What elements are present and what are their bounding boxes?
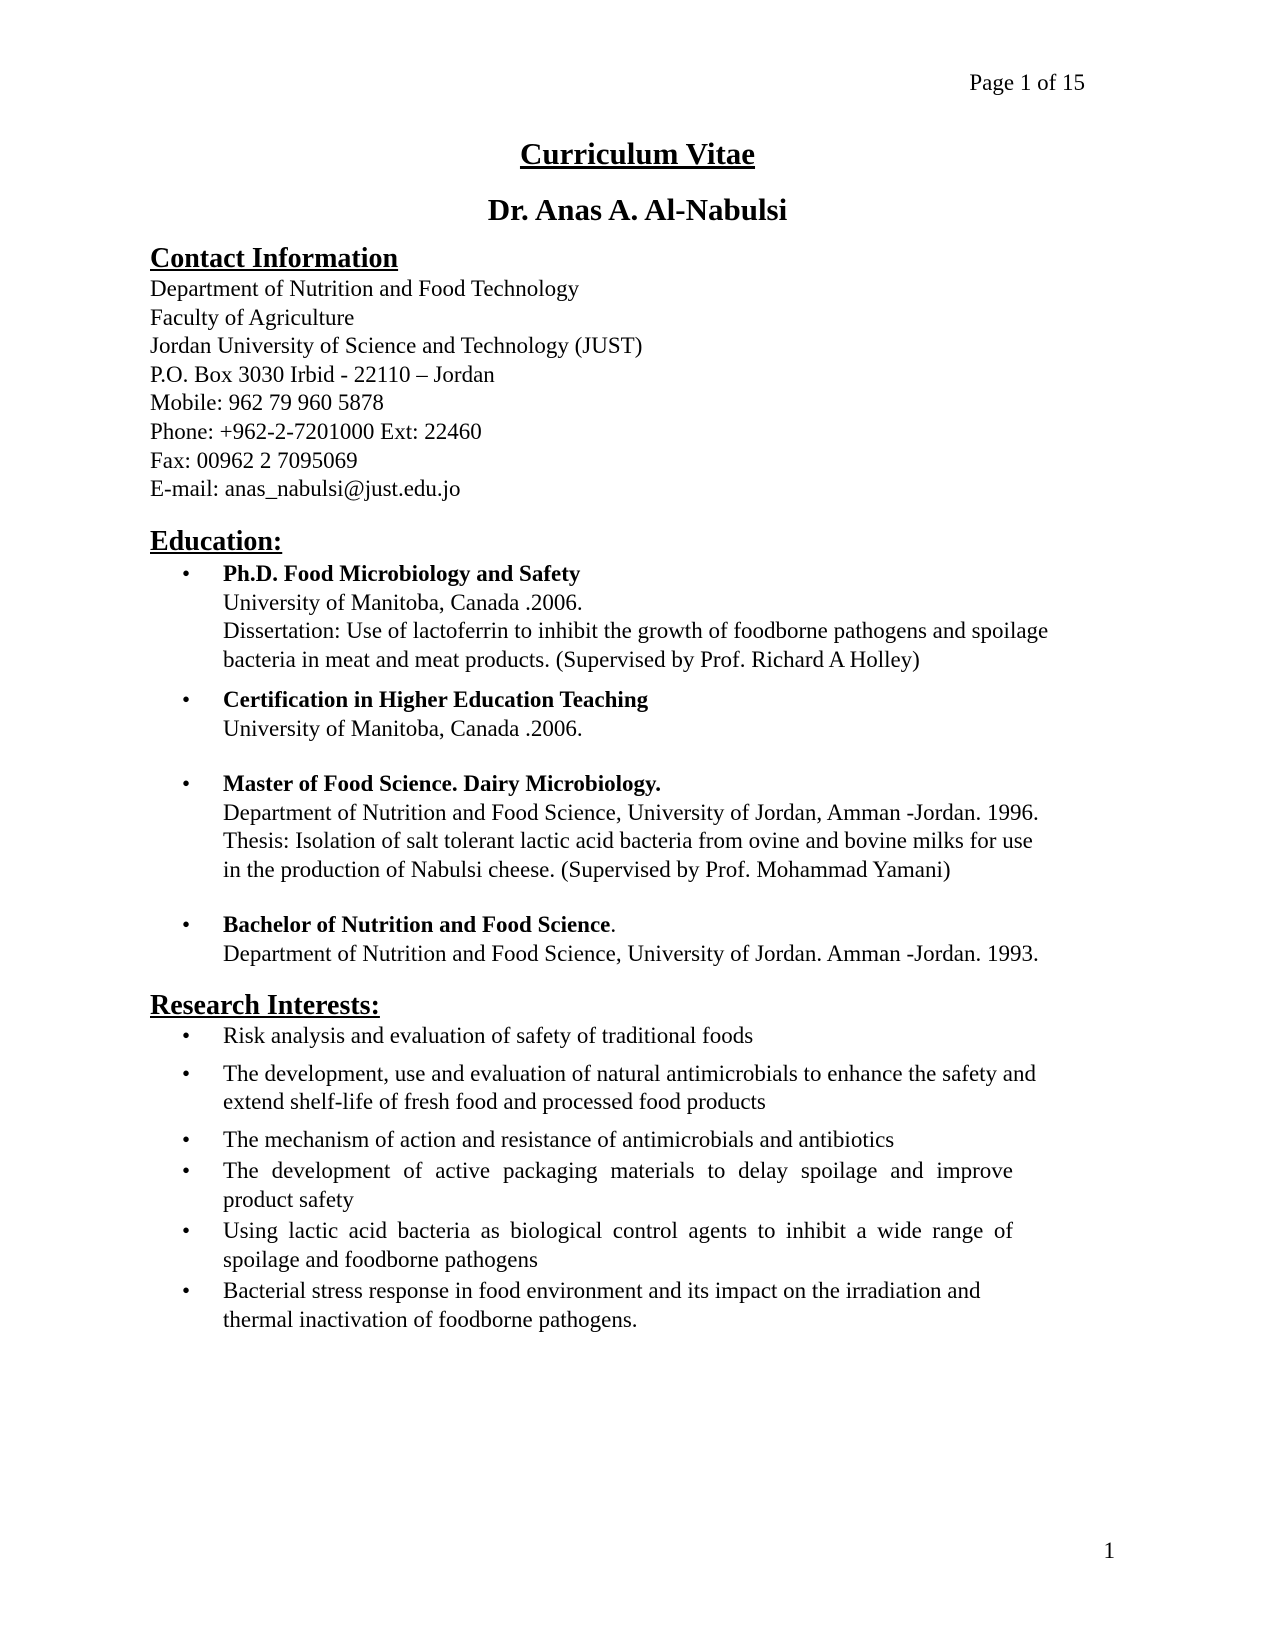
education-degree: Bachelor of Nutrition and Food Science [223, 912, 611, 937]
education-item-master [150, 770, 1130, 884]
research-item [150, 1157, 1130, 1214]
contact-mobile: Mobile: 962 79 960 5878 [150, 390, 384, 416]
contact-email: E-mail: anas_nabulsi@just.edu.jo [150, 476, 461, 502]
education-line: Department of Nutrition and Food Science, University of Jordan. Amman -Jordan. 1993. [223, 940, 1039, 966]
contact-phone: Phone: +962-2-7201000 Ext: 22460 [150, 418, 482, 444]
education-degree: • Ph.D. Food Microbiology and Safety [223, 561, 581, 586]
contact-fax: Fax: 00962 2 7095069 [150, 447, 358, 473]
education-item-bachelor [150, 911, 1130, 968]
research-item-text: • The mechanism of action and resistance of antimicrobials and antibiotics [223, 1126, 895, 1152]
education-line: bacteria in meat and meat products. (Supervised by Prof. Richard A Holley) [223, 646, 920, 672]
research-item-text: • The development, use and evaluation of natural antimicrobials to enhance the safety and extend shelf-life of fresh food and processed food products [223, 1060, 1037, 1114]
research-heading: Research Interests: [150, 990, 380, 1021]
contact-department: Department of Nutrition and Food Technology [150, 276, 580, 301]
research-item-text: • Bacterial stress response in food environment and its impact on the irradiation and thermal inactivation of foodborne pathogens. [223, 1278, 981, 1332]
education-line: Thesis: Isolation of salt tolerant lactic acid bacteria from ovine and bovine milks for use [223, 828, 1033, 853]
page-number: 1 [1103, 1538, 1115, 1563]
education-line: Dissertation: Use of lactoferrin to inhibit the growth of foodborne pathogens and spoilage [223, 618, 1049, 643]
contact-faculty: Faculty of Agriculture [150, 304, 355, 330]
education-item-certification [150, 686, 1130, 743]
research-item [150, 1277, 1130, 1334]
research-item [150, 1022, 1130, 1051]
education-heading: Education: [150, 526, 283, 557]
page-indicator: Page 1 of 15 [969, 70, 1085, 95]
education-degree: • Master of Food Science. Dairy Microbiology. [223, 771, 661, 796]
document-title: Curriculum Vitae [519, 136, 756, 171]
person-name: Dr. Anas A. Al-Nabulsi [487, 192, 788, 227]
education-item-phd [150, 560, 1130, 674]
contact-university: Jordan University of Science and Technology (JUST) [150, 333, 643, 359]
research-section [150, 990, 1130, 1343]
contact-address: P.O. Box 3030 Irbid - 22110 – Jordan [150, 361, 495, 387]
research-list [150, 1022, 1130, 1334]
education-line: in the production of Nabulsi cheese. (Supervised by Prof. Mohammad Yamani) [223, 856, 951, 882]
research-item [150, 1217, 1130, 1274]
education-list [150, 560, 1130, 968]
education-degree-suffix: . [610, 912, 617, 937]
research-item [150, 1060, 1130, 1117]
education-line: Department of Nutrition and Food Science, University of Jordan, Amman -Jordan. 1996. [223, 799, 1039, 825]
research-item [150, 1126, 1130, 1155]
research-item-text: • Using lactic acid bacteria as biological control agents to inhibit a wide range of spoilage and foodborne pathogens [223, 1218, 1013, 1272]
education-line: University of Manitoba, Canada .2006. [223, 715, 583, 741]
research-item-text: • The development of active packaging materials to delay spoilage and improve product safety [223, 1158, 1013, 1212]
contact-heading: Contact Information [150, 243, 399, 274]
education-degree: • Certification in Higher Education Teaching [223, 687, 649, 712]
education-line: University of Manitoba, Canada .2006. [223, 589, 583, 615]
research-item-text: • Risk analysis and evaluation of safety of traditional foods [223, 1023, 754, 1048]
education-section [150, 526, 1130, 980]
contact-section [150, 243, 1130, 504]
